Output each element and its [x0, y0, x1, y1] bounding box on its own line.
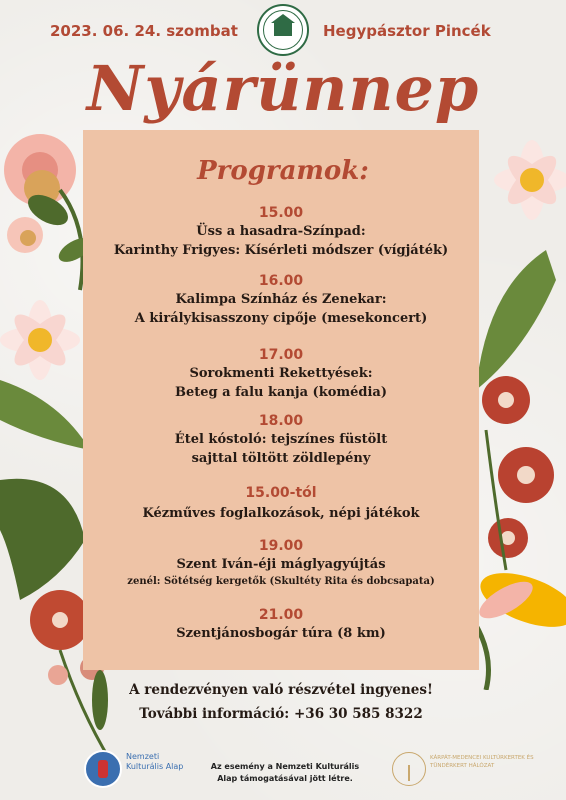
- contact-info: További információ: +36 30 585 8322: [139, 706, 423, 722]
- event-venue: Hegypásztor Pincék: [323, 22, 491, 40]
- program-time: 16.00: [258, 273, 304, 289]
- program-line: Szent Iván-éji máglyagyújtás: [176, 557, 386, 572]
- program-time: 15.00-tól: [245, 485, 317, 501]
- program-time: 19.00: [258, 538, 304, 554]
- program-line: Kalimpa Színház és Zenekar:: [175, 292, 387, 307]
- program-item: [83, 272, 479, 328]
- floral-decoration-right: [466, 130, 566, 690]
- program-time: 15.00: [258, 205, 304, 221]
- free-entry-notice: A rendezvényen való részvétel ingyenes!: [129, 682, 433, 698]
- red-flower-icon: [30, 590, 90, 650]
- poster-title: Nyárünnep: [86, 52, 480, 125]
- nka-logo-text: Nemzeti Kulturális Alap: [126, 752, 184, 771]
- program-time: 21.00: [258, 607, 304, 623]
- program-item: [83, 412, 479, 468]
- program-line: Étel kóstoló: tejszínes füstölt: [174, 432, 388, 447]
- program-time: 17.00: [258, 347, 304, 363]
- support-statement: Az esemény a Nemzeti Kulturális Alap támogatásával jött létre.: [210, 762, 360, 783]
- program-line: Üss a hasadra-Színpad:: [196, 224, 366, 239]
- nka-logo: [84, 750, 122, 788]
- program-line: A királykisasszony cipője (mesekoncert): [134, 311, 428, 326]
- winery-seal-logo: [257, 4, 309, 56]
- event-date: 2023. 06. 24. szombat: [50, 22, 238, 40]
- network-logo-text: KÁRPÁT-MEDENCEI KULTÚRKERTEK ÉS TÜNDÉRKERT HÁLÓZAT: [430, 755, 534, 769]
- program-time: 18.00: [258, 413, 304, 429]
- program-note: zenél: Sötétség kergetők (Skultéty Rita és dobcsapata): [127, 576, 435, 587]
- program-line: Kézműves foglalkozások, népi játékok: [142, 506, 420, 521]
- red-flower-icon: [482, 376, 554, 558]
- program-line: Szentjánosbogár túra (8 km): [176, 626, 386, 641]
- daisy-icon: [0, 300, 80, 380]
- tree-logo: [392, 752, 426, 786]
- programs-heading: Programok:: [197, 156, 369, 186]
- program-line: Beteg a falu kanja (komédia): [174, 385, 388, 400]
- program-item: [83, 346, 479, 402]
- program-line: Sorokmenti Rekettyések:: [189, 366, 373, 381]
- program-line: sajttal töltött zöldlepény: [191, 451, 371, 466]
- program-item: [83, 204, 479, 260]
- program-item: [83, 606, 479, 643]
- yellow-flower-icon: [473, 562, 566, 638]
- program-item: [83, 484, 479, 523]
- program-item: [83, 537, 479, 589]
- program-line: Karinthy Frigyes: Kísérleti módszer (vígjáték): [113, 243, 449, 258]
